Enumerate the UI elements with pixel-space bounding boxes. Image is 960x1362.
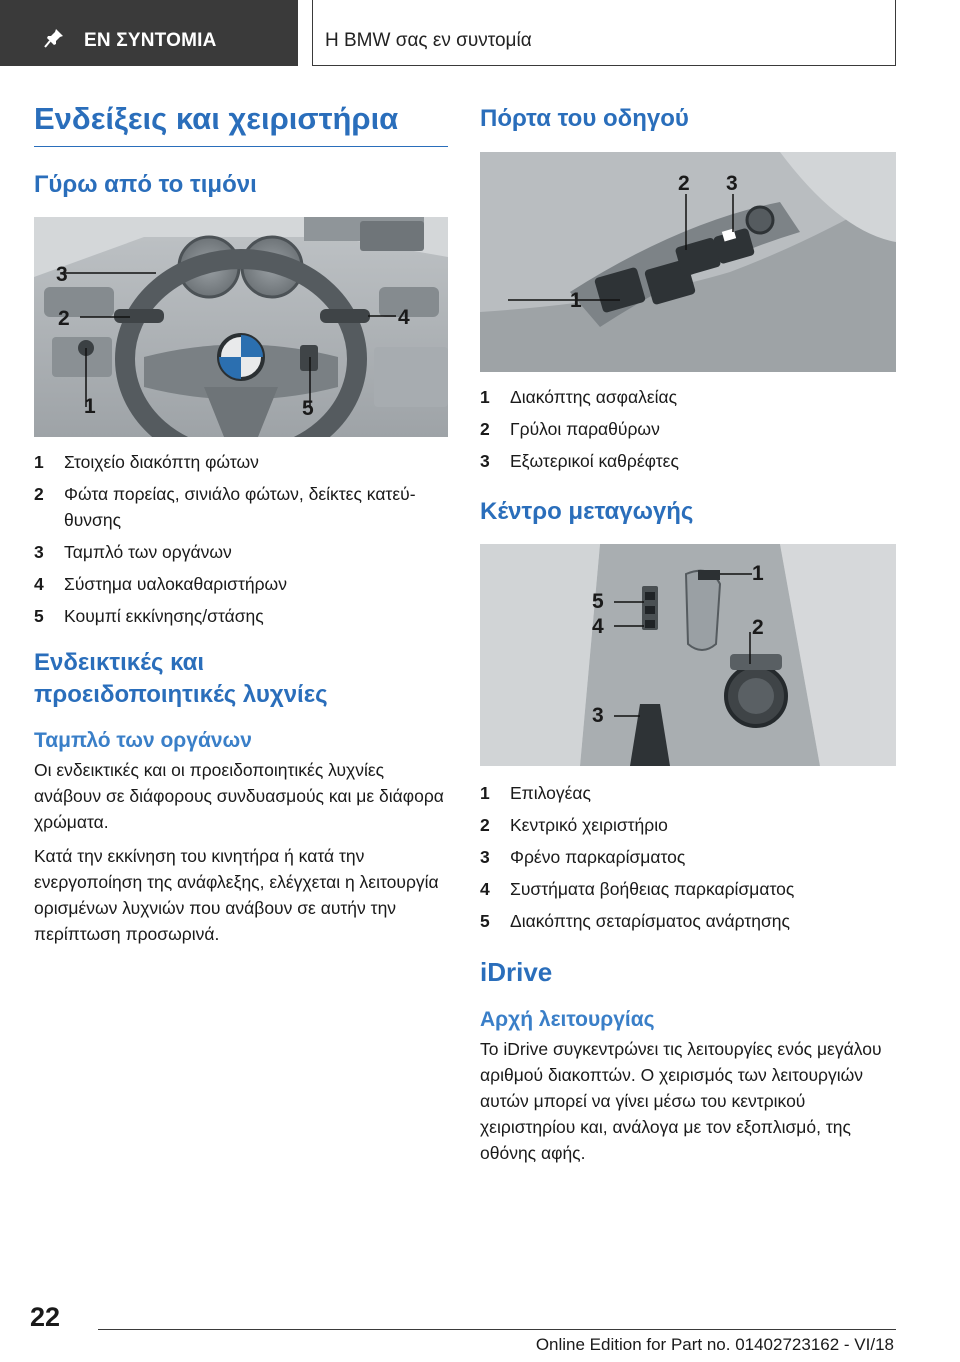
callout-1: 1: [752, 562, 764, 585]
list-item: 1 Διακόπτης ασφαλείας: [480, 387, 678, 407]
list-item: 2 Γρύλοι παραθύρων: [480, 419, 660, 439]
console-legend-list: [480, 780, 896, 934]
callout-3: 3: [592, 704, 604, 727]
center-console-figure: [480, 544, 896, 766]
list-item: 3 Φρένο παρκαρίσματος: [480, 847, 686, 867]
steering-wheel-illustration: [34, 217, 448, 437]
chapter-tab-label: ΕΝ ΣΥΝΤΟΜΙΑ: [84, 30, 217, 51]
left-column: [34, 100, 448, 947]
callout-3: 3: [726, 172, 738, 195]
callout-4: 4: [592, 615, 604, 638]
callout-2: 2: [752, 616, 764, 639]
section-heading-idrive: iDrive: [480, 957, 553, 987]
paragraph-lights-1: Οι ενδεικτικές και οι προειδοποιητικές λυχνίες ανάβουν σε διάφορους συνδυασμούς και με διάφορα χρώματα.: [34, 760, 444, 832]
section-heading-driver-door: Πόρτα του οδηγού: [480, 105, 689, 132]
list-item: 3 Ταμπλό των οργάνων: [34, 542, 232, 562]
callout-4: 4: [398, 306, 410, 329]
callout-5: 5: [302, 397, 314, 420]
paragraph-idrive: Το iDrive συγκεντρώνει τις λειτουργίες ενός μεγάλου αριθμού διακοπτών. Ο χειρισμός των λειτουργιών αυτών μπορεί να γίνει μέσω του κεντρικού χειριστηρίου και, ανάλογα με τον εξοπλισμό, της οθόνης αφής.: [480, 1039, 882, 1163]
subheading-operating-principle: Αρχή λειτουργίας: [480, 1008, 655, 1031]
callout-2: 2: [678, 172, 690, 195]
section-title: H BMW σας εν συντομία: [325, 30, 532, 51]
page-header: [0, 0, 960, 66]
edition-text: Online Edition for Part no. 01402723162 - VI/18: [535, 1335, 894, 1354]
list-item: 1 Στοιχείο διακόπτη φώτων: [34, 452, 259, 472]
list-item: 2 Φώτα πορείας, σινιάλο φώτων, δείκτες κατεύθυνσης: [34, 484, 416, 530]
center-console-illustration: [480, 544, 896, 766]
list-item: 5 Διακόπτης σεταρίσματος ανάρτησης: [480, 911, 790, 931]
callout-2: 2: [58, 307, 70, 330]
subheading-instrument-panel: Ταμπλό των οργάνων: [34, 729, 252, 752]
callout-3: 3: [56, 263, 68, 286]
footer-rule: [98, 1329, 896, 1330]
main-heading: Ενδείξεις και χειριστήρια: [34, 101, 399, 136]
section-heading-center-console: Κέντρο μεταγωγής: [480, 498, 694, 525]
section-heading-steering: Γύρω από το τιμόνι: [34, 171, 257, 198]
callout-5: 5: [592, 590, 604, 613]
door-legend-list: [480, 384, 896, 474]
list-item: 1 Επιλογέας: [480, 783, 591, 803]
header-title-box: [312, 0, 896, 66]
page-number: 22: [30, 1302, 61, 1332]
steering-wheel-figure: [34, 217, 448, 437]
right-column: [480, 100, 896, 1166]
list-item: 4 Σύστημα υαλοκαθαριστήρων: [34, 574, 287, 594]
pushpin-icon: [44, 28, 64, 48]
paragraph-lights-2: Κατά την εκκίνηση του κινητήρα ή κατά την ενεργοποίηση της ανάφλεξης, ελέγχεται η λειτουργία ορισμένων λυχνιών που ανάβουν σε αυτήν την περίπτωση προσωρινά.: [34, 846, 439, 944]
heading-rule: [34, 146, 448, 147]
list-item: 3 Εξωτερικοί καθρέφτες: [480, 451, 679, 471]
steering-legend-list: [34, 449, 448, 629]
chapter-tab[interactable]: [0, 0, 298, 66]
callout-1: 1: [570, 289, 582, 312]
section-heading-warning-lights: Ενδεικτικές και προειδοποιητικές λυχνίες: [34, 649, 328, 708]
driver-door-figure: [480, 152, 896, 372]
list-item: 2 Κεντρικό χειριστήριο: [480, 815, 668, 835]
callout-1: 1: [84, 395, 96, 418]
list-item: 4 Συστήματα βοήθειας παρκαρίσματος: [480, 879, 795, 899]
list-item: 5 Κουμπί εκκίνησης/στάσης: [34, 606, 264, 626]
